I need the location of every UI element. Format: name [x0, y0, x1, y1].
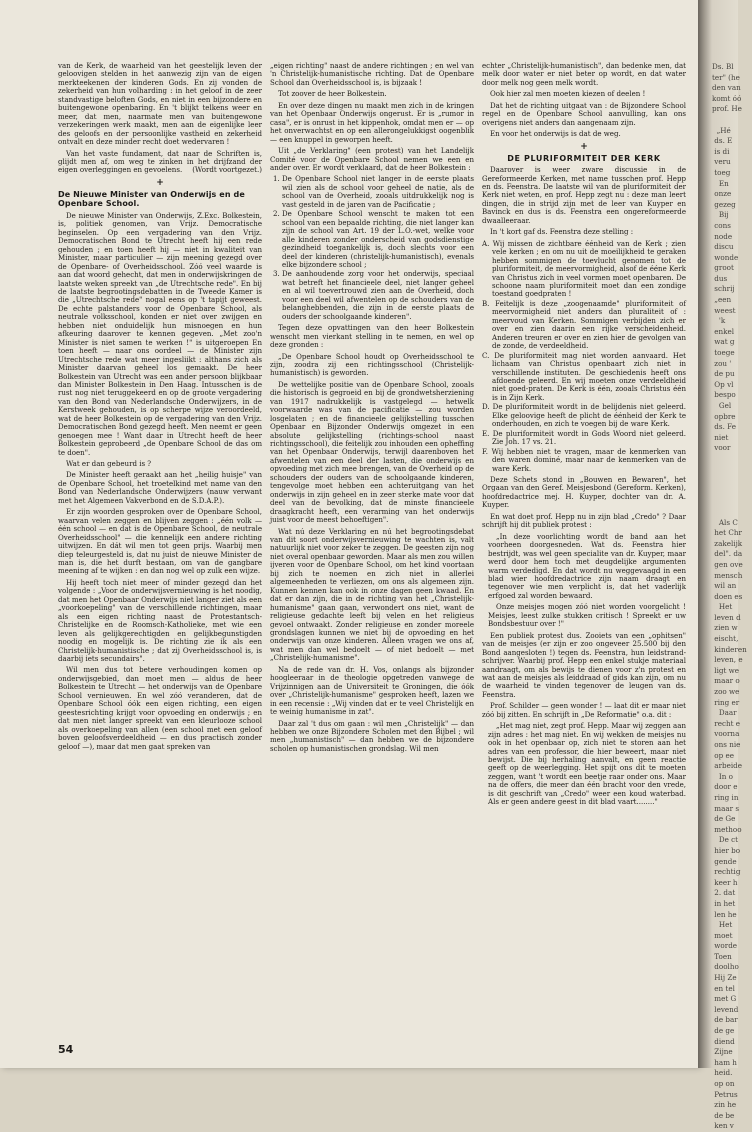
continued-note: (Wordt voortgezet.)	[192, 165, 262, 175]
list-item: A. Wij missen de zichtbare éénheid van de Kerk ; zien vele kerken ; en om nu uit de moeilijkheid te geraken hebben sommigen de toevlucht genomen tot de pluriformiteit, de meervormigheid, alsof de ééne Kerk van Christus zich in veel vormen moet openbaren. De schoone naam pluriformiteit moet dan een zondige toestand goedpraten !	[482, 238, 686, 299]
paragraph: En over deze dingen nu maakt men zich in de kringen van het Openbaar Onderwijs ongerust. Er is „rumor in casa", er is onrust in het kippenhok, omdat men er — op het onverwachtst en op een allerongelukkigst oogenblik — een knuppel in geworpen heeft.	[270, 100, 474, 144]
paragraph: Er zijn woorden gesproken over de Openbare School, waarvan velen zeggen en blijven zeggen : „één volk — één school — en dat is de Openbare School, de neutrale Overheidsschool" — die kennelijk een andere richting uitwijzen. En dát wil men tot geen prijs. Waarbij men diep teleurgesteld is, dat nu juist de nieuwe Minister de man is, die het durft bestaan, om van de gangbare meening af te wijken : en dan nog wel op zulk een wijze.	[58, 507, 262, 576]
quotation: „Het mag niet, zegt prof. Hepp. Maar wij zeggen aan zijn adres : het mag niet. En wij wekken de meisjes nu ook in het openbaar op, zich niet te storen aan het adres van een professor, die hier beweert, maar niet bewijst. Die bij herhaling aanvalt, en geen reactie geeft op de weerlegging. Het spijt ons dit te moeten zeggen, want 't wordt een beetje raar onder ons. Maar na de offers, die meer dan één bracht voor den vrede, is dit geschrift van „Credo" weer een koud waterbad. Als er geen andere geest in dit blad vaart........"	[488, 721, 686, 807]
paragraph: Daarover is weer zware discussie in de Gereformeerde Kerken, met name tusschen prof. Hepp en ds. Feenstra. De laatste wil van de pluriformiteit der Kerk niet weten, en prof. Hepp zegt nu : deze man leert dingen, die in strijd zijn met de leer van Kuyper en Bavinck en dus is ds. Feenstra een ongereformeerde dwaalleeraar.	[482, 165, 686, 225]
paragraph-text: Van het vaste fundament, dat naar de Schriften is, glijdt men af, om weg te zinken in het drijfzand der eigen overleggingen en gevoelens.	[58, 148, 262, 175]
column-right	[482, 62, 686, 1052]
article-heading-minister: De Nieuwe Minister van Onderwijs en de Openbare School.	[58, 189, 245, 209]
paragraph: En voor het onderwijs is dat de weg.	[490, 129, 621, 139]
column-left	[58, 62, 262, 1052]
list-item: F. Wij hebben niet te vragen, maar de kenmerken van den waren dominé, maar naar de kenmerken van de ware Kerk.	[482, 446, 686, 473]
paragraph: Deze Schets stond in „Bouwen en Bewaren", het Orgaan van den Geref. Meisjesbond (Gereform. Kerken), hoofdredactrice mej. H. Kuyper, dochter van dr. A. Kuyper.	[482, 474, 686, 510]
paragraph: Wat er dan gebeurd is ?	[66, 459, 152, 469]
list-item: 1. De Openbare School niet langer in de eerste plaats wil zien als de school voor geheel de natie, als de school van de Overheid, zooals uitdrukkelijk nog is vast gesteld in de jaren van de Pacificatie ;	[282, 175, 474, 209]
paragraph: En wat doet prof. Hepp nu in zijn blad „Credo" ? Daar schrijft hij dit publiek protest :	[482, 511, 686, 530]
list-item: 3. De aanhoudende zorg voor het onderwijs, speciaal wat betreft het financieele deel, niet langer geheel en al wil toevertrouwd zien aan de Overheid, doch voor een deel wil afwentelen op de schouders van de belanghebbenden, die zijn in de eerste plaats de ouders der schoolgaande kinderen".	[282, 270, 474, 321]
paragraph: De wettelijke positie van de Openbare School, zooals die historisch is gegroeid en bij de grondwetsherziening van 1917 nadrukkelijk is vastgelegd — hetwelk voorwaarde was van de pacificatie — zou worden losgelaten ; en de financieele gelijkstelling tusschen Openbaar en Bijzonder Onderwijs omgezet in een absolute gelijkstelling (richtings-school naast richtingsschool), die feitelijk zou inhouden een opheffing van het Openbaar Onderwijs, terwijl daarenboven het afwentelen van een deel der lasten, die onderwijs en opvoeding met zich mee brengen, van de Overheid op de schouders der ouders van de schoolgaande kinderen, tengevolge moet hebben een achteruitgang van het onderwijs in zijn geheel en in zeer sterke mate voor dat deel van de bevolking, dat de minste financieele draagkracht heeft, een verarming van het onderwijs juist voor de meest behoeftigen".	[270, 379, 474, 525]
paragraph: Wil men dus tot betere verhoudingen komen op onderwijsgebied, dan moet men — aldus de heer Bolkestein te Utrecht — het onderwijs van de Openbare School vernieuwen. En wel zóó veranderen, dat de Openbare School óók een eigen richting, een eigen geestesrichting krijgt voor opvoeding en onderwijs ; en dat men niet langer spreekt van een kleurlooze school als overkoepeling van allen (een school met een geloof boven geloofsverdeeldheid — en dus practisch zonder geloof —), maar dat men gaat spreken van	[58, 665, 262, 751]
quotation: Onze meisjes mogen zóó niet worden voorgelicht ! Meisjes, leest zulke stukken critisch ! Spreekt er uw Bondsbestuur over !"	[488, 602, 686, 629]
paragraph: Na de rede van dr. H. Vos, onlangs als bijzonder hoogleeraar in de theologie opgetreden vanwege de Vrijzinnigen aan de Universiteit te Groningen, die óók over „Christelijk-humanisme" gesproken heeft, lazen we in een recensie : „Wij vinden dat er te veel Christelijk en te weinig humanisme in zat".	[270, 664, 474, 717]
list-item: D. De pluriformiteit wordt in de belijdenis niet geleerd. Elke geloovige heeft de plicht de éénheid der Kerk te onderhouden, en zich te voegen bij de ware Kerk.	[482, 402, 686, 429]
paragraph: „eigen richting" naast de andere richtingen ; en wel van 'n Christelijk-humanistische richting. Dat de Openbare School dan Overheidsschool is, is bijzaak !	[270, 61, 474, 87]
page-number: 54	[58, 1043, 74, 1056]
list-item: E. De pluriformiteit wordt in Gods Woord niet geleerd. Zie Joh. 17 vs. 21.	[482, 428, 686, 447]
quotation: „In deze voorlichting wordt de band aan het voorheen doorgesneden. Wat ds. Feenstra hier bestrijdt, was wel geen specialite van dr. Kuyper, maar werd door hem toch met deugdelijke argumenten warm verdedigd. En dat wordt nu weggevaagd in een blad wier hoofdredactrice zijn naam draagt en tegenover wie men verplicht is, dat het vaderlijk erfgoed zal worden bewaard.	[488, 531, 686, 600]
section-divider: +	[580, 141, 588, 152]
paragraph: De nieuwe Minister van Onderwijs, Z.Exc. Bolkestein, is, politiek genomen, van Vrijz. Democratische beginselen. Op een vergadering van den Vrijz. Democratischen Bond te Utrecht heeft hij een rede gehouden ; en toen heeft hij — niet in kwaliteit van Minister, maar particulier — zijn meening gezegd over de Openbare- of Overheidsschool. Zóó veel waarde is aan dat woord gehecht, dat men in onderwijskringen de laatste weken spreekt van „de Utrechtsche rede". En bij de laatste begrootingsdebatten in de Tweede Kamer is die „Utrechtsche rede" nogal eens op 't tapijt geweest. De echte palstanders voor de Openbare School, als neutrale volksschool, konden er niet over zwijgen en hebben niet onduidelijk hun misnoegen en hun afkeuring daarover te kennen gegeven. „Met zoo'n Minister is niet samen te werken !" is uitgeroepen En toen heeft — naar ons oordeel — de Minister zijn Utrechtsche rede wat meer ingesliikt : althans zich als Minister daarvan geheel los gemaakt. De heer Bolkestein van Utrecht was een ander persoon blijkbaar dan Minister Bolkestein in Den Haag. Intusschen is de rust nog niet teruggekeerd en op de groote vergadering van den Bond van Nederlandsche Onderwijzers, in de Kerstweek gehouden, is op scherpe wijze veroordeeld, wat de heer Bolkestein op de vergadering van den Vrijz. Democratischen Bond gezegd heeft. Men neemt er geen genoegen mee ! Want daar in Utrecht heeft de heer Bolkestein geprobeerd „de Openbare School de das om te doen".	[58, 210, 262, 457]
declaration-list	[270, 175, 474, 321]
paragraph: Dat het de richting uitgaat van : de Bijzondere School regel en de Openbare School aanvulling, kan ons overigens niet anders dan aangenaam zijn.	[482, 100, 686, 127]
list-item: C. De pluriformiteit mag niet worden aanvaard. Het lichaam van Christus openbaart zich niet in verschillende instituten. De geschiedenis heeft ons afdoende geleerd. En wij moeten onze verdeeldheid niet goed-praten. De Kerk is één, zooals Christus één is in Zijn Kerk.	[482, 350, 686, 402]
paragraph: Tot zoover de heer Bolkestein.	[278, 89, 387, 99]
paragraph: Tegen deze opvattingen van den heer Bolkestein wenscht men vierkant stelling in te nemen, en wel op deze gronden :	[270, 323, 474, 350]
paragraph: Daar zal 't dus om gaan : wil men „Christelijk" — dan hebben we onze Bijzondere Scholen met den Bijbel ; wil men „humanistisch" — dan hebben we de bijzondere scholen op humanistischen grondslag. Wil men	[270, 718, 474, 753]
next-page-text-fragments: Ds. Bl ter" (he den van komt óó prof. He „Hé ds. E is di veru toeg En onze gezeg Bij cons node discu wonde groot dus schrij „een weest 'k enkel wat g toege zou ' de pu Op vl bespo Gel opbre ds. Fe niet voor Als C het Chr zakelijk del". da gen ove mensch wil an doen es Het leven d zien w eischt, kinderen leven, e ligt we maar o zoo we ring er Daar recht e voorna ons nie op ee arbeide In o door e ring in maar s de Ge methoo De ct hier bo gende rechtig keer h 2. dat in het len he Het moet worde Toen doolho Hij Ze en tel met G levend de bar de ge diend Zijne ham h heid. op on Petrus zin he de be ken v	[712, 62, 747, 1131]
paragraph: Uit „de Verklaring" (een protest) van het Landelijk Comité voor de Openbare School nemen we een en ander over. Er wordt verklaard, dat de heer Bolkestein :	[270, 146, 474, 172]
paragraph: In 't kort gaf ds. Feenstra deze stelling :	[490, 227, 634, 237]
paragraph: echter „Christelijk-humanistisch", dan bedenke men, dat melk door water er niet beter op wordt, en dat water door melk nog geen melk wordt.	[482, 61, 686, 87]
paragraph	[58, 150, 262, 175]
list-item: 2. De Openbare School wenscht te maken tot een school van een bepaalde richting, die niet langer kan zijn de school van Art. 19 der L.O.-wet, welke voor alle kinderen zonder onderscheid van godsdienstige gezindheid toegankelijk is, doch slechts voor een deel der kinderen (christelijk-humanistisch), evenals elke bijzondere school ;	[282, 210, 474, 269]
article-heading-pluriformiteit: DE PLURIFORMITEIT DER KERK	[507, 153, 661, 163]
next-page-edge	[698, 0, 747, 1131]
paragraph: van de Kerk, de waarheid van het geestelijk leven der geloovigen stelden in het aanwezig zijn van de eigen merkteekenen der kinderen Gods. En zij vonden de zekerheid van hun volharding : in het geloof in de zeer standvastige beloften Gods, en niet in een bijzondere en buitengewone openbaring. En 't blijkt telkens weer en meer, dat men, naarmate men van buitengewone verzekeringen werk maakt, men aan de eigenlijke leer des geloofs en der persoonlijke vastheid en zekerheid ontvalt en deze minder recht doet wedervaren !	[58, 61, 262, 147]
thesis-list	[482, 240, 686, 473]
column-middle	[270, 62, 474, 1052]
paragraph: Wat nú deze Verklaring en nú het begrootingsdebat van dit soort onderwijsvernieuwing te wachten is, valt natuurlijk niet voor zeker te zeggen. De geesten zijn nog niet overal openbaar geworden. Maar als men zou willen ijveren voor de Openbare School, om het kind voortaan bij zich te noemen en zich niet in allerlei algemeenheden te verliezen, om ons als algemeen zijn. Kunnen kennen kan ook in onze dagen geen kwaad. En dat er dan zijn, die in de richting van het „Christelijk-humanisme" gaan gaan, verwondert ons niet, want de religieuse gedachte leeft bij velen en het religieus gevoel ontwaakt. Zonder religieuse en zonder moreele grondslagen kunnen we niet bij de opvoeding en het onderwijs van onze kinderen. Alleen vragen we ons af, wat men dan wel bedoelt — of niet bedoelt — met „Christelijk-humanisme".	[270, 526, 474, 663]
paragraph: Prof. Schilder — geen wonder ! — laat dit er maar niet zóó bij zitten. En schrijft in „De Reformatie" o.a. dit :	[482, 701, 686, 719]
paragraph: De Minister heeft geraakt aan het „heilig huisje" van de Openbare School, het troetelkind met name van den Bond van Nederlandsche Onderwijzers (nauw verwant met het Algemeen Vakverbond en de S.D.A.P.).	[58, 470, 262, 505]
list-item: B. Feitelijk is deze „zoogenaamde" pluriformiteit of meervormigheid niet anders dan pluraliteit of : meervoud van Kerken. Sommigen verbijden zich er over en zien daarin een rijke verscheidenheid. Anderen treuren er over en zien hier de gevolgen van de zonde, de verdeeldheid.	[482, 298, 686, 351]
paragraph: Ook hier zal men moeten kiezen of deelen !	[490, 89, 646, 99]
paragraph: Een publiek protest dus. Zooiets van een „ophitsen" van de meisjes (er zijn er zoo ongeveer 25.500 bij den Bond aangesloten !) tegen ds. Feenstra, hun leidstrand-schrijver. Waarbij prof. Hepp een enkel stukje materiaal aandraagt, om als bewijs te dienen voor z'n protest en wat aan de meisjes als leiddraad of gids kan zijn, om nu de waarheid te vinden tegenover de leugen van ds. Feenstra.	[482, 630, 686, 699]
paragraph: Hij heeft toch niet meer of minder gezegd dan het volgende : „Voor de onderwijsvernieuwing is het noodig, dat men het Openbaar Onderwijs niet langer ziet als een „voorkoepeling" van de verschillende richtingen, maar als een eigen richting naast de Protestantsch-Christelijke en de Roomsch-Katholieke, met wie een leven als gelijkgerechtigden en gelijkbegunstigden noodig en mogelijk is. De richting zie ik als een Christelijk-humanistische ; dat zij Overheidsschool is, is daarbij iets secundairs".	[58, 577, 262, 663]
paragraph: „De Openbare School houdt op Overheidsschool te zijn, zoodra zij een richtingsschool (Christelijk-humanistisch) is geworden.	[270, 351, 474, 378]
section-divider: +	[156, 177, 164, 188]
